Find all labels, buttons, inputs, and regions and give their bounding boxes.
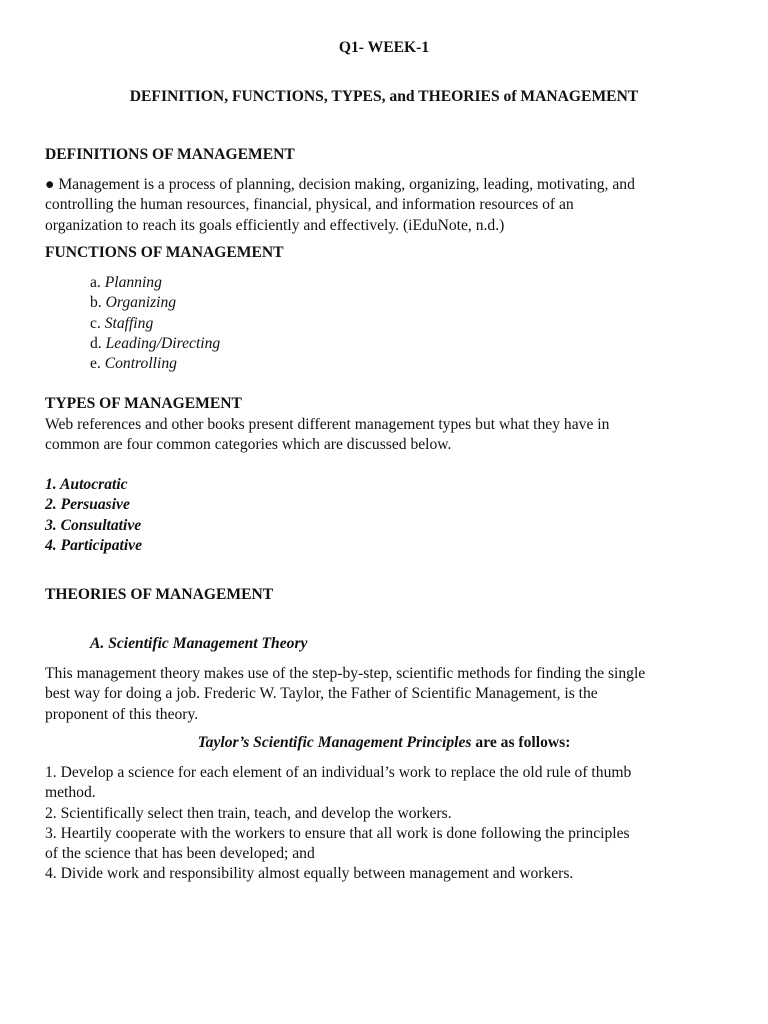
- functions-list-item: [90, 293, 220, 313]
- function-letter: d.: [90, 334, 106, 352]
- main-title: DEFINITION, FUNCTIONS, TYPES, and THEORIES of MANAGEMENT: [129, 88, 639, 105]
- function-name: Staffing: [104, 314, 154, 332]
- function-name: Leading/Directing: [105, 334, 221, 352]
- principles-list: [45, 763, 735, 885]
- theories-heading: THEORIES OF MANAGEMENT: [45, 586, 274, 603]
- functions-list: [90, 273, 220, 374]
- function-letter: a.: [90, 274, 105, 291]
- types-list: [45, 475, 142, 556]
- functions-heading: FUNCTIONS OF MANAGEMENT: [45, 244, 284, 261]
- types-line: Web references and other books present different management types but what they have in: [45, 416, 610, 433]
- principle-line: 4. Divide work and responsibility almost equally between management and workers.: [45, 865, 574, 883]
- functions-list-item: [90, 334, 220, 354]
- definitions-heading: DEFINITIONS OF MANAGEMENT: [45, 146, 295, 163]
- types-line: common are four common categories which are discussed below.: [45, 436, 452, 454]
- function-name: Organizing: [105, 294, 177, 312]
- types-list-item: 2. Persuasive: [45, 496, 130, 514]
- definitions-line: ● Management is a process of planning, decision making, organizing, leading, motivating, and: [45, 176, 635, 193]
- types-list-item: 3. Consultative: [45, 516, 142, 534]
- types-heading: TYPES OF MANAGEMENT: [45, 395, 242, 412]
- types-paragraph: [45, 415, 735, 456]
- principles-title: [0, 734, 768, 752]
- theory-subheading: A. Scientific Management Theory: [90, 635, 308, 652]
- theory-intro-line: proponent of this theory.: [45, 705, 199, 723]
- principle-line: method.: [45, 784, 96, 802]
- principle-line: of the science that has been developed; and: [45, 845, 315, 863]
- functions-list-item: [90, 354, 220, 374]
- principle-line: 1. Develop a science for each element of an individual’s work to replace the old rule of thumb: [45, 764, 632, 781]
- function-name: Controlling: [104, 355, 177, 373]
- theory-intro-line: best way for doing a job. Frederic W. Taylor, the Father of Scientific Management, is the: [45, 685, 598, 703]
- definitions-paragraph: [45, 175, 735, 236]
- principles-title-italic: Taylor’s Scientific Management Principles: [197, 734, 472, 751]
- principles-title-rest: are as follows:: [471, 734, 571, 751]
- function-name: Planning: [104, 274, 162, 291]
- types-list-item: 4. Participative: [45, 536, 143, 554]
- theory-intro-line: This management theory makes use of the step-by-step, scientific methods for finding the single: [45, 665, 646, 682]
- definitions-line: organization to reach its goals efficiently and effectively. (iEduNote, n.d.): [45, 216, 505, 234]
- function-letter: b.: [90, 294, 106, 312]
- week-label: Q1- WEEK-1: [338, 39, 430, 56]
- function-letter: c.: [90, 314, 105, 332]
- definitions-line: controlling the human resources, financial, physical, and information resources of an: [45, 196, 574, 214]
- function-letter: e.: [90, 355, 105, 373]
- functions-list-item: [90, 273, 220, 293]
- theory-intro-paragraph: [45, 664, 735, 725]
- principle-line: 2. Scientifically select then train, teach, and develop the workers.: [45, 804, 452, 822]
- types-list-item: 1. Autocratic: [45, 476, 128, 493]
- functions-list-item: [90, 314, 220, 334]
- principle-line: 3. Heartily cooperate with the workers to ensure that all work is done following the principles: [45, 824, 630, 842]
